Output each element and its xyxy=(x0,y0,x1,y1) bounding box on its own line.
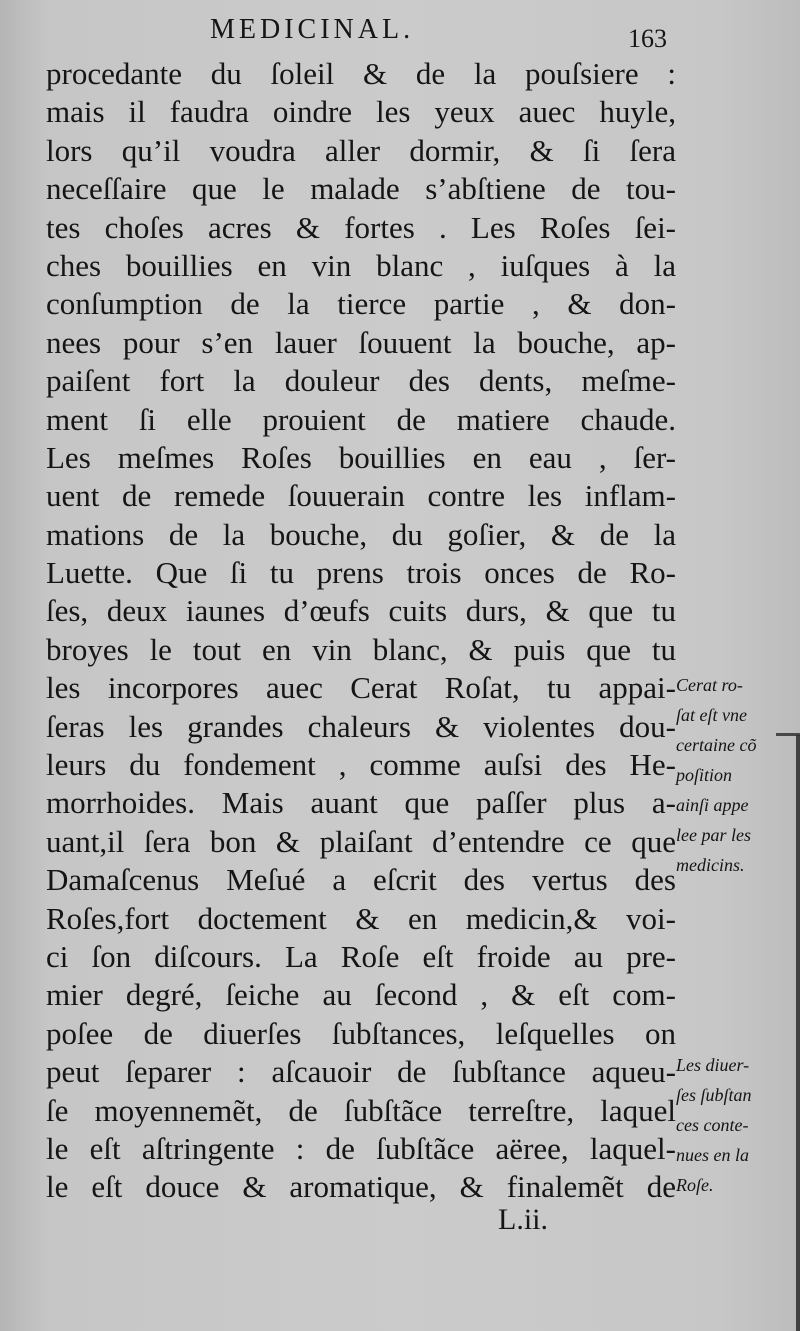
text-line: ci ſon diſcours. La Roſe eſt froide au pre- xyxy=(46,938,676,974)
text-line: mier degré, ſeiche au ſecond , & eſt com- xyxy=(46,977,676,1013)
marginal-note xyxy=(676,1050,800,1200)
text-line: le eſt douce & aromatique, & finalemẽt de xyxy=(46,1169,676,1205)
text-line: uent de remede ſouuerain contre les inflam- xyxy=(46,478,676,514)
text-line: Damaſcenus Meſué a eſcrit des vertus des xyxy=(46,862,676,898)
marginal-note-line: ainſi appe xyxy=(676,795,749,815)
text-line: le eſt aſtringente : de ſubſtãce aëree, laquel- xyxy=(46,1130,676,1166)
signature-mark: L.ii. xyxy=(498,1203,548,1236)
text-line: peut ſeparer : aſcauoir de ſubſtance aqueu- xyxy=(46,1054,676,1090)
marginal-note-line: Cerat ro- xyxy=(676,675,743,695)
text-line: morrhoides. Mais auant que paſſer plus a- xyxy=(46,785,676,821)
page-number: 163 xyxy=(628,24,667,53)
text-line: lors qu’il voudra aller dormir, & ſi ſera xyxy=(46,132,676,168)
marginal-note-line: nues en la xyxy=(676,1145,749,1165)
text-line: ſes, deux iaunes d’œufs cuits durs, & que tu xyxy=(46,593,676,629)
running-head: MEDICINAL. xyxy=(210,14,415,45)
marginal-note-line: Roſe. xyxy=(676,1175,714,1195)
text-line: ches bouillies en vin blanc , iuſques à la xyxy=(46,247,676,283)
text-line: mais il faudra oindre les yeux auec huyle, xyxy=(46,94,676,130)
text-line: ſeras les grandes chaleurs & violentes dou- xyxy=(46,708,676,744)
marginal-note-line: Les diuer- xyxy=(676,1055,750,1075)
text-line: mations de la bouche, du goſier, & de la xyxy=(46,516,676,552)
text-line: tes choſes acres & fortes . Les Roſes ſei- xyxy=(46,209,676,245)
text-line: procedante du ſoleil & de la pouſsiere : xyxy=(46,56,676,91)
marginal-note-line: ſes ſubſtan xyxy=(676,1085,752,1105)
marginal-note-line: ſat eſt vne xyxy=(676,705,747,725)
body-text xyxy=(46,55,676,1207)
text-line: Les meſmes Roſes bouillies en eau , ſer- xyxy=(46,439,676,475)
text-line: nees pour s’en lauer ſouuent la bouche, ap- xyxy=(46,324,676,360)
text-line: broyes le tout en vin blanc, & puis que tu xyxy=(46,631,676,667)
marginal-note-line: ces conte- xyxy=(676,1115,749,1135)
marginal-note-line: certaine cõ xyxy=(676,735,757,755)
marginal-note-line: medicins. xyxy=(676,855,745,875)
marginal-note xyxy=(676,670,800,880)
text-line: poſee de diuerſes ſubſtances, leſquelles on xyxy=(46,1015,676,1051)
text-line: paiſent fort la douleur des dents, meſme- xyxy=(46,363,676,399)
marginal-note-line: lee par les xyxy=(676,825,751,845)
text-line: Luette. Que ſi tu prens trois onces de Ro- xyxy=(46,555,676,591)
text-line: ment ſi elle prouient de matiere chaude. xyxy=(46,401,676,437)
text-line: les incorpores auec Cerat Roſat, tu appai- xyxy=(46,670,676,706)
text-line: uant,il ſera bon & plaiſant d’entendre ce que xyxy=(46,823,676,859)
text-line: neceſſaire que le malade s’abſtiene de tou- xyxy=(46,171,676,207)
text-line: leurs du fondement , comme auſsi des He- xyxy=(46,747,676,783)
marginal-note-line: poſition xyxy=(676,765,733,785)
text-line: conſumption de la tierce partie , & don- xyxy=(46,286,676,322)
text-line: Roſes,fort doctement & en medicin,& voi- xyxy=(46,900,676,936)
text-line: ſe moyennemẽt, de ſubſtãce terreſtre, laquel xyxy=(46,1092,676,1128)
